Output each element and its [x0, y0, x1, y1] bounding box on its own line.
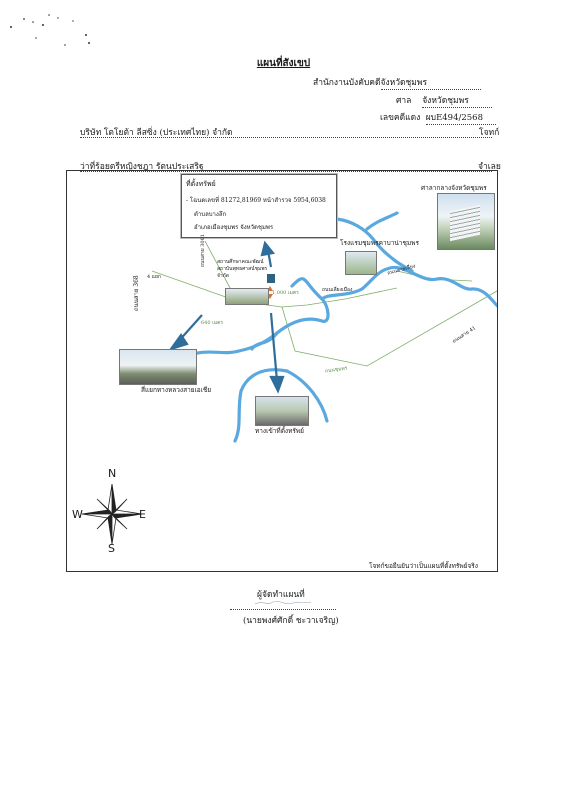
- court-label: ศาล: [396, 96, 412, 106]
- plaintiff-name: บริษัท โตโยต้า ลีสซิ่ง (ประเทศไทย) จำกัด: [80, 128, 233, 138]
- info-district: อำเภอเมืองชุมพร จังหวัดชุมพร: [194, 224, 274, 231]
- label-road-chumphon: ถนนชุมพร: [324, 365, 348, 375]
- label-road-41: ถนนสาย 41: [451, 325, 478, 345]
- signature-name: (นายพงศ์ศักดิ์ ชะวาเจริญ): [243, 616, 339, 626]
- label-provincial-office: ศาลากลางจังหวัดชุมพร: [421, 184, 487, 192]
- property-info-box: [181, 174, 337, 238]
- property-marker: [267, 274, 275, 283]
- label-footnote: โจทก์ขอยืนยันว่าเป็นแผนที่ตั้งทรัพย์จริง: [369, 562, 478, 570]
- river-f: [367, 213, 397, 229]
- court-line: [396, 93, 492, 108]
- signature-line: [230, 609, 336, 610]
- case-label: เลขคดีแดง: [380, 113, 421, 123]
- provincial-office-photo: [437, 193, 495, 250]
- label-road-368: ถนนสาย 368: [133, 275, 140, 311]
- intersection-photo: [119, 349, 197, 385]
- signature-scribble: [253, 598, 313, 608]
- scan-noise: [0, 0, 120, 60]
- hotel-photo: [345, 251, 377, 275]
- label-distance-640: 640 เมตร: [201, 320, 224, 326]
- arrow-up-head: [262, 243, 273, 255]
- case-value: ผบE494/2568: [426, 110, 496, 125]
- property-entrance-photo: [255, 396, 309, 426]
- signature-title: ผู้จัดทำแผนที่: [257, 590, 305, 600]
- label-distance-1000: 1,000 เมตร: [272, 290, 299, 296]
- office-value: จังหวัดชุมพร: [381, 75, 481, 90]
- school-photo: [225, 288, 269, 305]
- label-junction: 4 แยก: [147, 274, 161, 280]
- label-intersection: สี่แยกทางหลวงสายเอเชีย: [141, 386, 212, 394]
- compass-s: S: [108, 542, 115, 555]
- compass-n: N: [108, 467, 117, 480]
- compass-e: E: [139, 508, 146, 521]
- label-school: สถานศึกษาคณะพัฒน์ สถาบันพุทธศาสน์ชุมพร จำกัด: [217, 259, 268, 279]
- map-frame: [66, 170, 498, 572]
- arrow-left-head: [171, 335, 187, 349]
- label-road-3001: ถนนสาย 3001: [200, 234, 206, 267]
- case-line: [380, 110, 496, 125]
- info-title: ที่ตั้งทรัพย์: [186, 180, 216, 188]
- info-subdistrict: ตำบลบางลึก: [194, 211, 227, 218]
- office-line: [313, 75, 481, 90]
- defendant-name: ว่าที่ร้อยตรีหญิงชฎา รัตนประเสริฐ: [80, 162, 204, 172]
- info-deed: - โฉนดเลขที่ 81272,81969 หน้าสำรวจ 5954,6038: [186, 197, 326, 204]
- label-hotel: โรงแรมชุมพรคาบาน่าชุมพร: [340, 239, 419, 247]
- compass-w: W: [72, 508, 83, 521]
- plaintiff-role: โจทก์: [479, 128, 500, 138]
- label-road-center: ถนนเลี่ยงเมือง: [322, 287, 353, 293]
- defendant-role: จำเลย: [478, 162, 501, 172]
- plaintiff-line: [80, 137, 492, 138]
- label-property-entrance: ทางเข้าที่ตั้งทรัพย์: [255, 427, 304, 435]
- arrow-down-head: [271, 377, 283, 391]
- label-road-bypass: ถนนสายเลี่ยง: [386, 263, 417, 277]
- office-prefix: สำนักงานบังคับคดี: [313, 78, 381, 88]
- page-title: แผนที่สังเขป: [256, 58, 311, 69]
- court-value: จังหวัดชุมพร: [422, 93, 492, 108]
